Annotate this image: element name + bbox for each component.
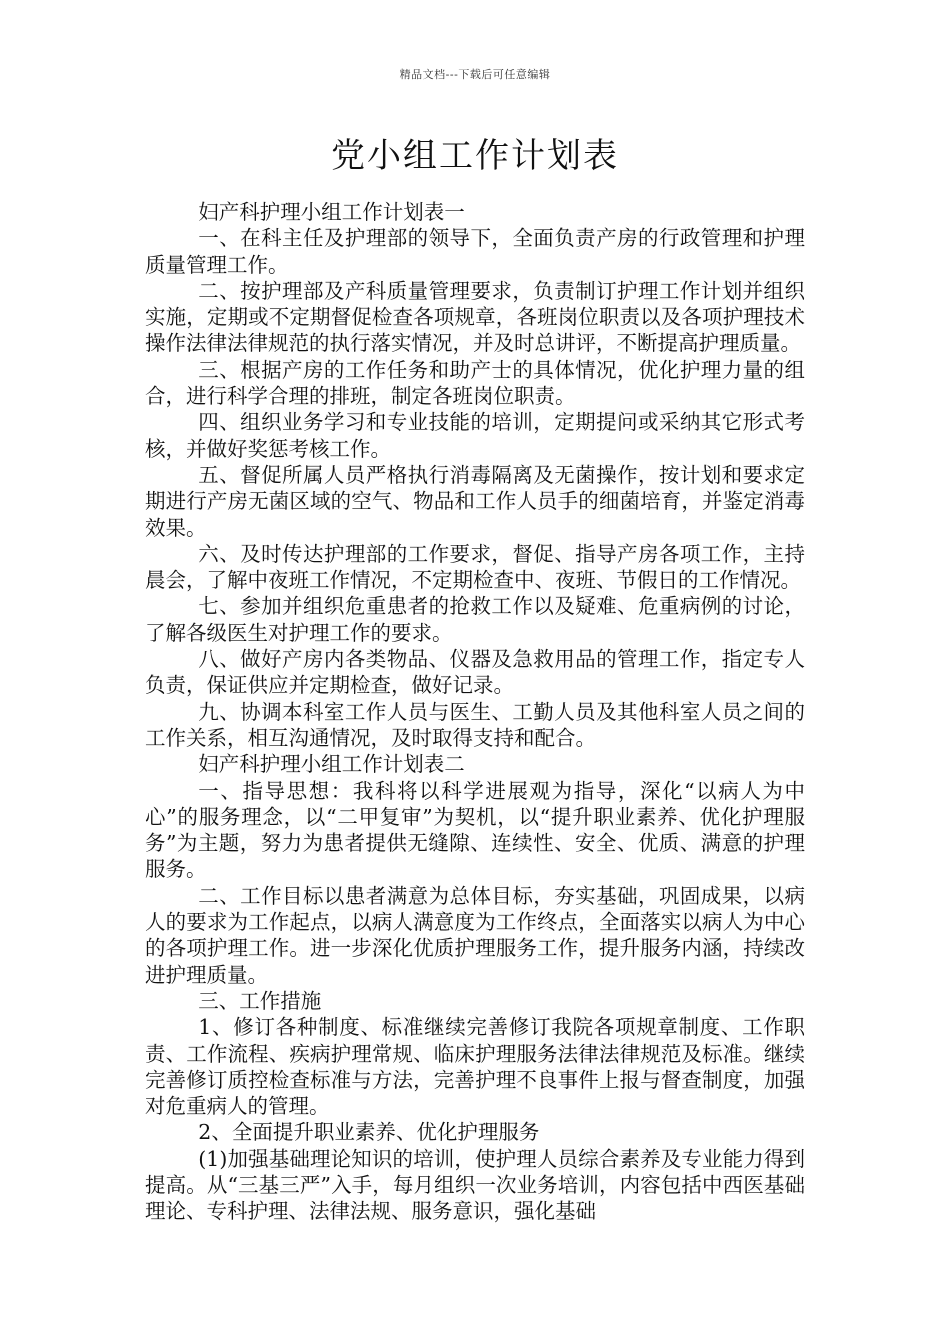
section-heading-1: 妇产科护理小组工作计划表一: [198, 200, 465, 224]
paragraph: 1、修订各种制度、标准继续完善修订我院各项规章制度、工作职责、工作流程、疾病护理常规、临床护理服务法律法律规范及标准。继续完善修订质控检查标准与方法，完善护理不良事件上报与督查制度，加强对危重病人的管理。: [145, 1015, 805, 1119]
paragraph: 四、组织业务学习和专业技能的培训，定期提问或采纳其它形式考核，并做好奖惩考核工作。: [145, 410, 805, 461]
paragraph: 一、指导思想：我科将以科学进展观为指导，深化“以病人为中心”的服务理念，以“二甲复审”为契机，以“提升职业素养、优化护理服务”为主题，努力为患者提供无缝隙、连续性、安全、优质、满意的护理服务。: [145, 778, 805, 882]
paragraph: 五、督促所属人员严格执行消毒隔离及无菌操作，按计划和要求定期进行产房无菌区域的空气、物品和工作人员手的细菌培育，并鉴定消毒效果。: [145, 462, 805, 540]
document-title: 党小组工作计划表: [331, 136, 619, 176]
document-body: [145, 199, 805, 1225]
paragraph: 一、在科主任及护理部的领导下，全面负责产房的行政管理和护理质量管理工作。: [145, 226, 805, 277]
paragraph: 七、参加并组织危重患者的抢救工作以及疑难、危重病例的讨论，了解各级医生对护理工作的要求。: [145, 594, 805, 645]
paragraph: 二、工作目标以患者满意为总体目标，夯实基础，巩固成果，以病人的要求为工作起点，以病人满意度为工作终点，全面落实以病人为中心的各项护理工作。进一步深化优质护理服务工作，提升服务内涵，持续改进护理质量。: [145, 883, 805, 987]
paragraph: (1)加强基础理论知识的培训，使护理人员综合素养及专业能力得到提高。从“三基三严”入手，每月组织一次业务培训，内容包括中西医基础理论、专科护理、法律法规、服务意识，强化基础: [145, 1146, 805, 1224]
paragraph: 八、做好产房内各类物品、仪器及急救用品的管理工作，指定专人负责，保证供应并定期检查，做好记录。: [145, 647, 805, 698]
subheading: 2、全面提升职业素养、优化护理服务: [198, 1120, 540, 1145]
section-heading-2: 妇产科护理小组工作计划表二: [198, 752, 465, 777]
paragraph: 二、按护理部及产科质量管理要求，负责制订护理工作计划并组织实施，定期或不定期督促检查各项规章，各班岗位职责以及各项护理技术操作法律法律规范的执行落实情况，并及时总讲评，不断提高护理质量。: [145, 278, 805, 356]
paragraph: 三、根据产房的工作任务和助产士的具体情况，优化护理力量的组合，进行科学合理的排班，制定各班岗位职责。: [145, 357, 805, 409]
paragraph: 九、协调本科室工作人员与医生、工勤人员及其他科室人员之间的工作关系，相互沟通情况，及时取得支持和配合。: [145, 699, 805, 750]
subheading: 三、工作措施: [198, 988, 322, 1013]
paragraph: 六、及时传达护理部的工作要求，督促、指导产房各项工作，主持晨会，了解中夜班工作情况，不定期检查中、夜班、节假日的工作情况。: [145, 541, 805, 593]
header-note: 精品文档---下载后可任意编辑: [399, 68, 551, 81]
